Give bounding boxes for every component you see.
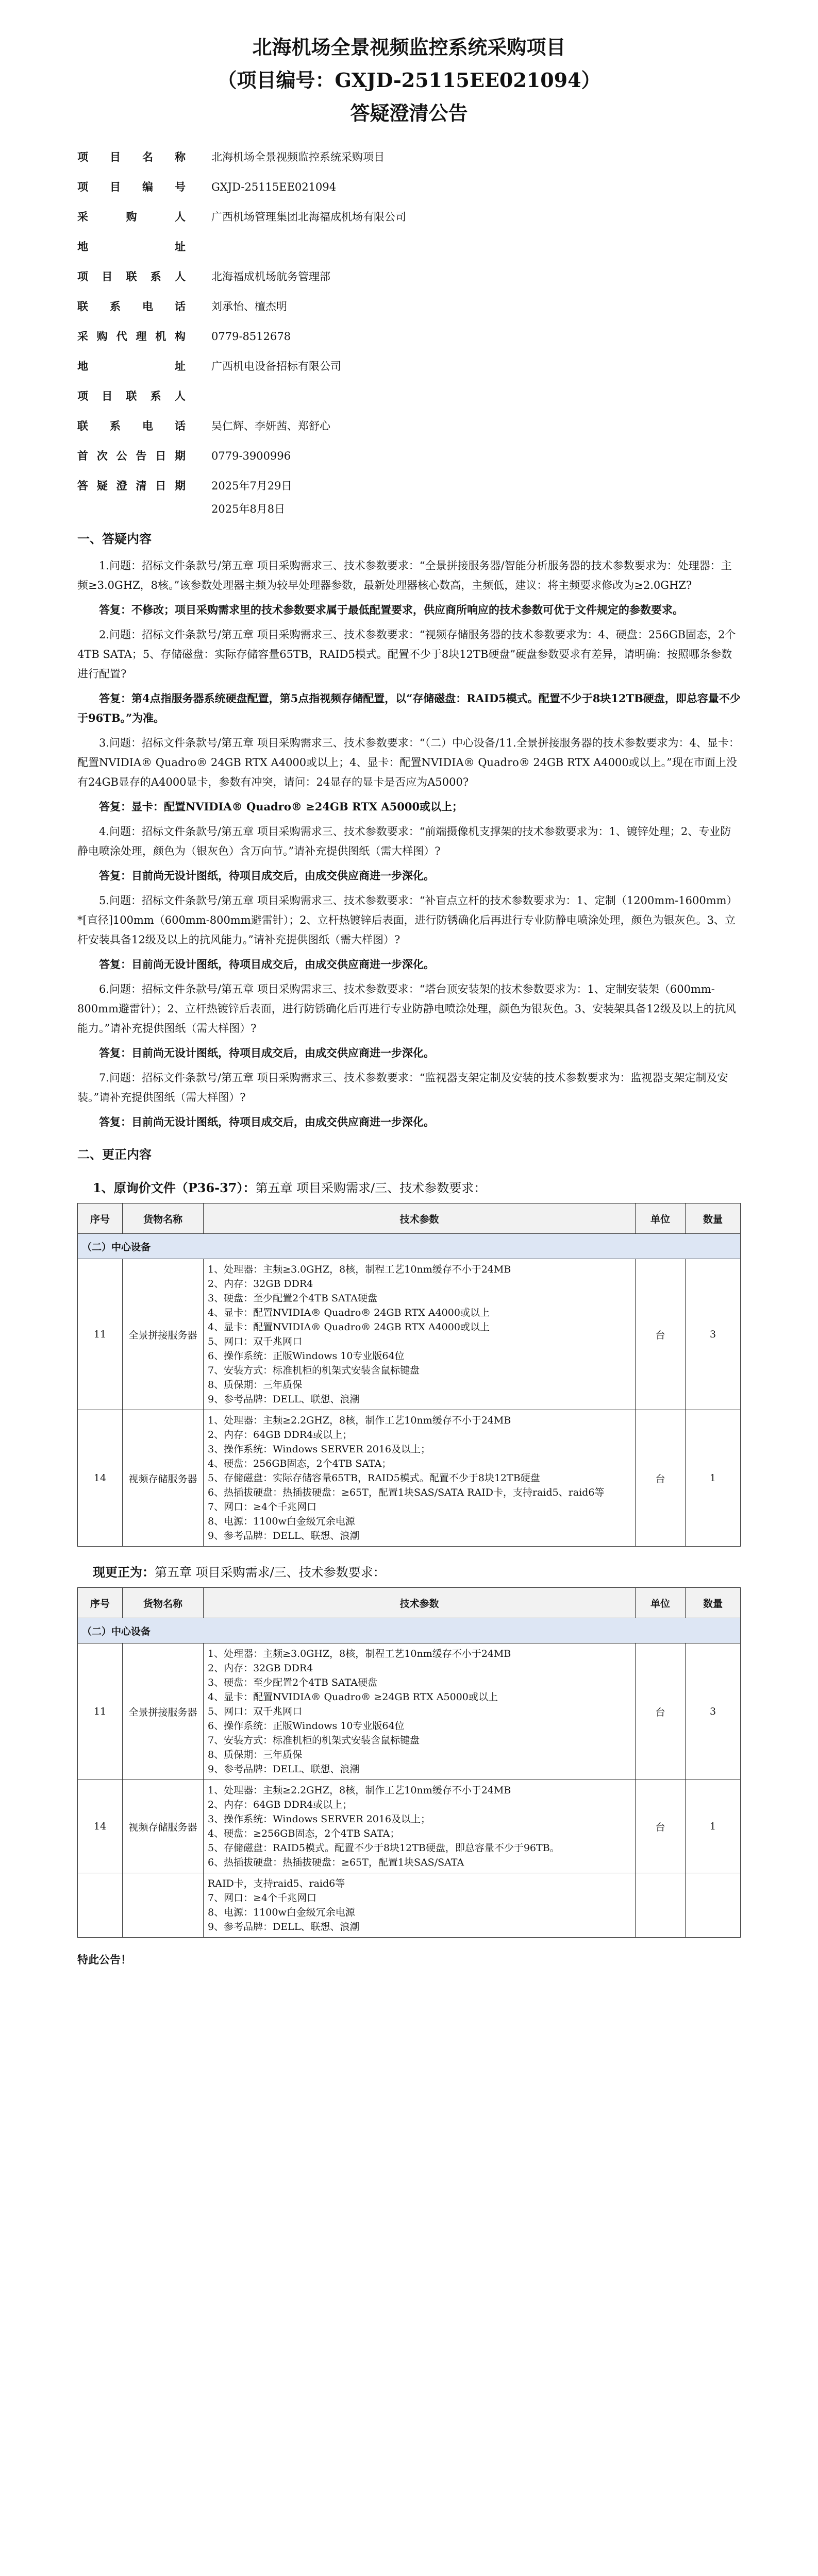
info-value: 0779-3900996 (211, 450, 291, 462)
cell-name (123, 1873, 204, 1938)
info-label: 联系电话 (77, 300, 186, 313)
table-header-cell: 技术参数 (204, 1204, 636, 1234)
cell-spec: 1、处理器：主频≥2.2GHZ，8核，制作工艺10nm缓存不小于24MB 2、内存：64GB DDR4或以上； 3、操作系统：Windows SERVER 2016及以上； 4、硬盘：≥256GB固态，2个4TB SATA； 5、存储磁盘：RAID5模式。配置不少于8块12TB硬盘，即总容量不少于96TB。 6、热插拔硬盘：热插拔硬盘：≥65T，配置1块SAS/SATA (204, 1780, 636, 1873)
info-row (77, 329, 741, 359)
table-header-cell: 技术参数 (204, 1588, 636, 1618)
info-label: 项目联系人 (77, 270, 186, 283)
doc-title-1: 北海机场全景视频监控系统采购项目 (252, 36, 566, 59)
cell-spec: 1、处理器：主频≥3.0GHZ，8核，制程工艺10nm缓存不小于24MB 2、内存：32GB DDR4 3、硬盘：至少配置2个4TB SATA硬盘 4、显卡：配置NVIDIA® Quadro® ≥24GB RTX A5000或以上 5、网口：双千兆网口 6、操作系统：正版Windows 10专业版64位 7、安装方式：标准机柜的机架式安装含鼠标键盘 8、质保期：三年质保 9、参考品牌：DELL、联想、浪潮 (204, 1643, 636, 1780)
table-row (78, 1259, 741, 1410)
question-paragraph: 3.问题：招标文件条款号/第五章 项目采购需求三、技术参数要求：“（二）中心设备/11.全景拼接服务器的技术参数要求为：4、显卡：配置NVIDIA® Quadro® 24GB RTX A4000或以上；4、显卡：配置NVIDIA® Quadro® 24GB RTX A4000或以上。”现在市面上没有24GB显存的A4000显卡，参数有冲突，请问：24显存的显卡是否应为A5000? (77, 737, 740, 788)
table-header-cell: 序号 (78, 1588, 123, 1618)
info-value: 广西机电设备招标有限公司 (211, 360, 341, 372)
answer-paragraph: 答复：目前尚无设计图纸，待项目成交后，由成交供应商进一步深化。 (99, 1115, 435, 1128)
cell-spec: 1、处理器：主频≥3.0GHZ，8核，制程工艺10nm缓存不小于24MB 2、内存：32GB DDR4 3、硬盘：至少配置2个4TB SATA硬盘 4、显卡：配置NVIDIA® Quadro® 24GB RTX A4000或以上 4、显卡：配置NVIDIA® Quadro® 24GB RTX A4000或以上 5、网口：双千兆网口 6、操作系统：正版Windows 10专业版64位 7、安装方式：标准机柜的机架式安装含鼠标键盘 8、质保期：三年质保 9、参考品牌：DELL、联想、浪潮 (204, 1259, 636, 1410)
table-group-row (78, 1234, 741, 1259)
answer-paragraph: 答复：目前尚无设计图纸，待项目成交后，由成交供应商进一步深化。 (99, 1046, 435, 1059)
info-row (77, 388, 741, 418)
cell-spec: 1、处理器：主频≥2.2GHZ，8核，制作工艺10nm缓存不小于24MB 2、内存：64GB DDR4或以上； 3、操作系统：Windows SERVER 2016及以上； 4、硬盘：256GB固态，2个4TB SATA； 5、存储磁盘：实际存储容量65TB，RAID5模式。配置不少于8块12TB硬盘 6、热插拔硬盘：热插拔硬盘：≥65T，配置1块SAS/SATA RAID卡，支持raid5、raid6等 7、网口：≥4个千兆网口 8、电源：1100w白金级冗余电源 9、参考品牌：DELL、联想、浪潮 (204, 1410, 636, 1547)
cell-name: 视频存储服务器 (123, 1780, 204, 1873)
info-value: 北海福成机场航务管理部 (211, 270, 330, 283)
cell-unit (636, 1873, 686, 1938)
original-title (93, 1178, 741, 1196)
info-label: 联系电话 (77, 419, 186, 432)
table-header-cell: 单位 (636, 1588, 686, 1618)
info-value: 2025年7月29日 (211, 480, 292, 492)
question-paragraph: 1.问题：招标文件条款号/第五章 项目采购需求三、技术参数要求：“全景拼接服务器/智能分析服务器的技术参数要求为：处理器：主频≥3.0GHZ，8核。”该参数处理器主频为较早处理器参数，最新处理器核心数高，主频低，建议：将主频要求修改为≥2.0GHZ? (77, 560, 732, 591)
question-paragraph: 7.问题：招标文件条款号/第五章 项目采购需求三、技术参数要求：“监视器支架定制及安装的技术参数要求为：监视器支架定制及安装。”请补充提供图纸（需大样图）? (77, 1072, 728, 1104)
info-label: 地址 (77, 360, 186, 372)
cell-qty: 3 (686, 1643, 741, 1780)
info-row (77, 179, 741, 209)
table-header-cell: 序号 (78, 1204, 123, 1234)
info-label: 答疑澄清日期 (77, 479, 186, 492)
cell-unit: 台 (636, 1410, 686, 1547)
question-paragraph: 6.问题：招标文件条款号/第五章 项目采购需求三、技术参数要求：“塔台顶安装架的技术参数要求为：1、定制安装架（600mm-800mm避雷针）；2、立杆热镀锌后表面，进行防锈确化后再进行专业防静电喷涂处理，颜色为银灰色。3、安装架具备12级及以上的抗风能力。”请补充提供图纸（需大样图）? (77, 983, 736, 1035)
cell-no: 14 (78, 1410, 123, 1547)
table-group-cell: （二）中心设备 (78, 1618, 741, 1643)
cell-no (78, 1873, 123, 1938)
corrected-table (77, 1587, 741, 1938)
table-row (78, 1873, 741, 1938)
qa-content (77, 556, 741, 1132)
info-label: 采购代理机构 (77, 330, 186, 343)
info-row (77, 418, 741, 448)
doc-title-2: （项目编号：GXJD-25115EE021094） (217, 69, 601, 92)
cell-name: 全景拼接服务器 (123, 1259, 204, 1410)
info-extra-value: 2025年8月8日 (211, 503, 286, 515)
info-row (77, 149, 741, 179)
now-title (93, 1562, 741, 1580)
section2-heading: 二、更正内容 (77, 1147, 152, 1162)
info-label: 首次公告日期 (77, 449, 186, 462)
now-title-label: 现更正为： (93, 1565, 155, 1580)
info-label: 采购人 (77, 210, 186, 223)
cell-spec: RAID卡，支持raid5、raid6等 7、网口：≥4个千兆网口 8、电源：1100w白金级冗余电源 9、参考品牌：DELL、联想、浪潮 (204, 1873, 636, 1938)
info-row (77, 448, 741, 478)
answer-paragraph: 答复：显卡：配置NVIDIA® Quadro® ≥24GB RTX A5000或以上； (99, 800, 463, 813)
info-label: 地址 (77, 240, 186, 253)
cell-qty (686, 1873, 741, 1938)
cell-name: 视频存储服务器 (123, 1410, 204, 1547)
cell-qty: 1 (686, 1410, 741, 1547)
cell-unit: 台 (636, 1780, 686, 1873)
table-header-row (78, 1588, 741, 1618)
question-paragraph: 5.问题：招标文件条款号/第五章 项目采购需求三、技术参数要求：“补盲点立杆的技术参数要求为：1、定制（1200mm-1600mm）*[直径]100mm（600mm-800mm避雷针）；2、立杆热镀锌后表面，进行防锈确化后再进行专业防静电喷涂处理，颜色为银灰色。3、立杆安装具备12级及以上的抗风能力。”请补充提供图纸（需大样图）? (77, 894, 738, 946)
answer-paragraph: 答复：目前尚无设计图纸，待项目成交后，由成交供应商进一步深化。 (99, 958, 435, 971)
table-header-cell: 货物名称 (123, 1204, 204, 1234)
answer-paragraph: 答复：第4点指服务器系统硬盘配置，第5点指视频存储配置，以“存储磁盘：RAID5模式。配置不少于8块12TB硬盘，即总容量不少于96TB。”为准。 (77, 692, 741, 724)
table-row (78, 1643, 741, 1780)
info-row (77, 359, 741, 388)
doc-title-3: 答疑澄清公告 (350, 101, 468, 125)
project-info (77, 149, 741, 508)
info-value: 刘承怡、檀杰明 (211, 300, 287, 313)
info-value: 0779-8512678 (211, 330, 291, 343)
info-value: 北海机场全景视频监控系统采购项目 (211, 151, 385, 163)
cell-qty: 1 (686, 1780, 741, 1873)
original-title-label: 1、原询价文件（P36-37）： (93, 1180, 256, 1195)
answer-paragraph: 答复：不修改；项目采购需求里的技术参数要求属于最低配置要求，供应商所响应的技术参数可优于文件规定的参数要求。 (99, 603, 683, 616)
cell-no: 11 (78, 1259, 123, 1410)
table-header-row (78, 1204, 741, 1234)
info-label: 项目名称 (77, 150, 186, 163)
original-table (77, 1203, 741, 1547)
info-row (77, 239, 741, 269)
now-sub: 第五章 项目采购需求/三、技术参数要求： (155, 1565, 386, 1580)
question-paragraph: 4.问题：招标文件条款号/第五章 项目采购需求三、技术参数要求：“前端摄像机支撑架的技术参数要求为：1、镀锌处理；2、专业防静电喷涂处理，颜色为（银灰色）含万向节。”请补充提供图纸（需大样图）? (77, 825, 731, 857)
info-value: GXJD-25115EE021094 (211, 181, 337, 193)
closing-text: 特此公告！ (77, 1953, 131, 1966)
info-value: 吴仁辉、李妍茜、郑舒心 (211, 420, 330, 432)
cell-unit: 台 (636, 1643, 686, 1780)
answer-paragraph: 答复：目前尚无设计图纸，待项目成交后，由成交供应商进一步深化。 (99, 869, 435, 882)
cell-no: 11 (78, 1643, 123, 1780)
table-header-cell: 货物名称 (123, 1588, 204, 1618)
table-header-cell: 数量 (686, 1204, 741, 1234)
table-header-cell: 单位 (636, 1204, 686, 1234)
table-row (78, 1410, 741, 1547)
table-group-cell: （二）中心设备 (78, 1234, 741, 1259)
info-value: 广西机场管理集团北海福成机场有限公司 (211, 211, 406, 223)
table-group-row (78, 1618, 741, 1643)
section1-heading: 一、答疑内容 (77, 531, 152, 546)
cell-no: 14 (78, 1780, 123, 1873)
info-row (77, 269, 741, 299)
cell-qty: 3 (686, 1259, 741, 1410)
info-row (77, 299, 741, 329)
table-header-cell: 数量 (686, 1588, 741, 1618)
info-label: 项目编号 (77, 180, 186, 193)
info-row (77, 209, 741, 239)
cell-unit: 台 (636, 1259, 686, 1410)
original-sub: 第五章 项目采购需求/三、技术参数要求： (255, 1181, 487, 1195)
info-label: 项目联系人 (77, 389, 186, 402)
cell-name: 全景拼接服务器 (123, 1643, 204, 1780)
table-row (78, 1780, 741, 1873)
question-paragraph: 2.问题：招标文件条款号/第五章 项目采购需求三、技术参数要求：“视频存储服务器的技术参数要求为：4、硬盘：256GB固态，2个4TB SATA；5、存储磁盘：实际存储容量65TB，RAID5模式。配置不少于8块12TB硬盘”硬盘参数要求有差异，请明确：按照哪条参数进行配置? (77, 629, 736, 680)
